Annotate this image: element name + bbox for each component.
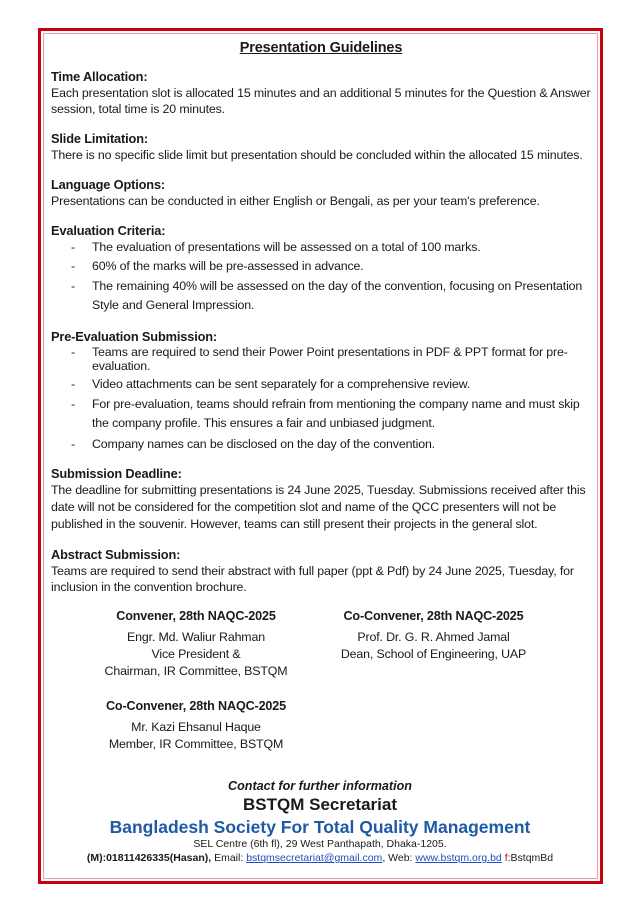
signatory-co-convener-2 bbox=[96, 698, 296, 753]
signatory-title: Chairman, IR Committee, BSTQM bbox=[104, 664, 288, 678]
list-item: - 60% of the marks will be pre-assessed in advance. bbox=[71, 259, 364, 273]
page-title: Presentation Guidelines bbox=[239, 40, 403, 56]
dash-bullet: - bbox=[71, 437, 75, 451]
list-item: - Video attachments can be sent separately for a comprehensive review. bbox=[71, 377, 471, 391]
signatory-role: Co-Convener, 28th NAQC-2025 bbox=[105, 699, 286, 713]
section-body: Presentations can be conducted in either English or Bengali, as per your team's preference. bbox=[51, 194, 540, 208]
contact-lead: Contact for further information bbox=[228, 779, 412, 793]
phone: (M):01811426335(Hasan), bbox=[86, 852, 212, 864]
section-heading: Evaluation Criteria: bbox=[51, 223, 166, 238]
section-language-options bbox=[51, 176, 591, 209]
section-heading: Pre-Evaluation Submission: bbox=[51, 329, 218, 344]
signatory-name: Engr. Md. Waliur Rahman bbox=[127, 630, 265, 644]
web-label: , Web: bbox=[382, 852, 416, 864]
address: SEL Centre (6th fl), 29 West Panthapath, Dhaka-1205. bbox=[193, 838, 447, 850]
dash-bullet: - bbox=[71, 345, 75, 359]
list-item: - Company names can be disclosed on the day of the convention. bbox=[71, 437, 435, 451]
dash-bullet: - bbox=[71, 397, 75, 411]
section-heading: Abstract Submission: bbox=[51, 547, 181, 562]
section-submission-deadline bbox=[51, 465, 591, 533]
section-body: Each presentation slot is allocated 15 minutes and an additional 5 minutes for the Question & Answer session, total time is 20 minutes. bbox=[51, 86, 591, 116]
web-link[interactable]: www.bstqm.org.bd bbox=[415, 852, 502, 864]
section-pre-evaluation bbox=[51, 328, 591, 452]
dash-bullet: - bbox=[71, 240, 75, 254]
section-abstract-submission bbox=[51, 546, 591, 595]
signatory-title: Member, IR Committee, BSTQM bbox=[108, 737, 284, 751]
section-slide-limitation bbox=[51, 130, 591, 163]
email-label: Email: bbox=[211, 852, 247, 864]
section-body: Teams are required to send their abstract with full paper (ppt & Pdf) by 24 June 2025, Tuesday, for inclusion in the convention brochure. bbox=[51, 564, 574, 594]
organization-name: Bangladesh Society For Total Quality Management bbox=[109, 817, 531, 837]
section-body: The deadline for submitting presentations is 24 June 2025, Tuesday. Submissions received after this date will not be considered for the competition slot and name of the QCC presenters will not be published in the souvenir. However, teams can still present their projects in the general slot. bbox=[51, 483, 586, 531]
section-evaluation-criteria bbox=[51, 222, 591, 315]
email-link[interactable]: bstqmsecretariat@gmail.com bbox=[246, 852, 383, 864]
guidelines-content bbox=[51, 38, 591, 768]
list-item: - The remaining 40% will be assessed on the day of the convention, focusing on Presentation Style and General Impression. bbox=[71, 279, 583, 312]
signatory-title: Dean, School of Engineering, UAP bbox=[340, 647, 527, 661]
signatories bbox=[51, 608, 591, 768]
signatory-role: Co-Convener, 28th NAQC-2025 bbox=[343, 609, 524, 623]
section-heading: Language Options: bbox=[51, 177, 166, 192]
evaluation-list bbox=[51, 239, 591, 315]
signatory-convener bbox=[96, 608, 296, 680]
list-item: - The evaluation of presentations will be assessed on a total of 100 marks. bbox=[71, 240, 481, 254]
contact-block bbox=[40, 778, 600, 865]
section-heading: Slide Limitation: bbox=[51, 131, 148, 146]
section-heading: Time Allocation: bbox=[51, 69, 148, 84]
facebook-icon: f bbox=[504, 852, 508, 864]
contact-line bbox=[40, 851, 600, 865]
signatory-role: Convener, 28th NAQC-2025 bbox=[116, 609, 276, 623]
section-time-allocation bbox=[51, 68, 591, 117]
list-item: - For pre-evaluation, teams should refrain from mentioning the company name and must skip the company profile. This ensures a fair and unbiased judgment. bbox=[71, 397, 580, 430]
section-heading: Submission Deadline: bbox=[51, 466, 182, 481]
signatory-name: Mr. Kazi Ehsanul Haque bbox=[131, 720, 261, 734]
dash-bullet: - bbox=[71, 279, 75, 293]
dash-bullet: - bbox=[71, 377, 75, 391]
pre-evaluation-list bbox=[51, 345, 591, 452]
facebook-handle: :BstqmBd bbox=[507, 852, 554, 864]
list-item: - Teams are required to send their Power Point presentations in PDF & PPT format for pre-evaluation. bbox=[71, 345, 568, 373]
section-body: There is no specific slide limit but presentation should be concluded within the allocated 15 minutes. bbox=[51, 148, 583, 162]
signatory-name: Prof. Dr. G. R. Ahmed Jamal bbox=[357, 630, 510, 644]
dash-bullet: - bbox=[71, 259, 75, 273]
secretariat-name: BSTQM Secretariat bbox=[243, 795, 397, 814]
signatory-co-convener-1 bbox=[321, 608, 546, 663]
signatory-title: Vice President & bbox=[151, 647, 241, 661]
